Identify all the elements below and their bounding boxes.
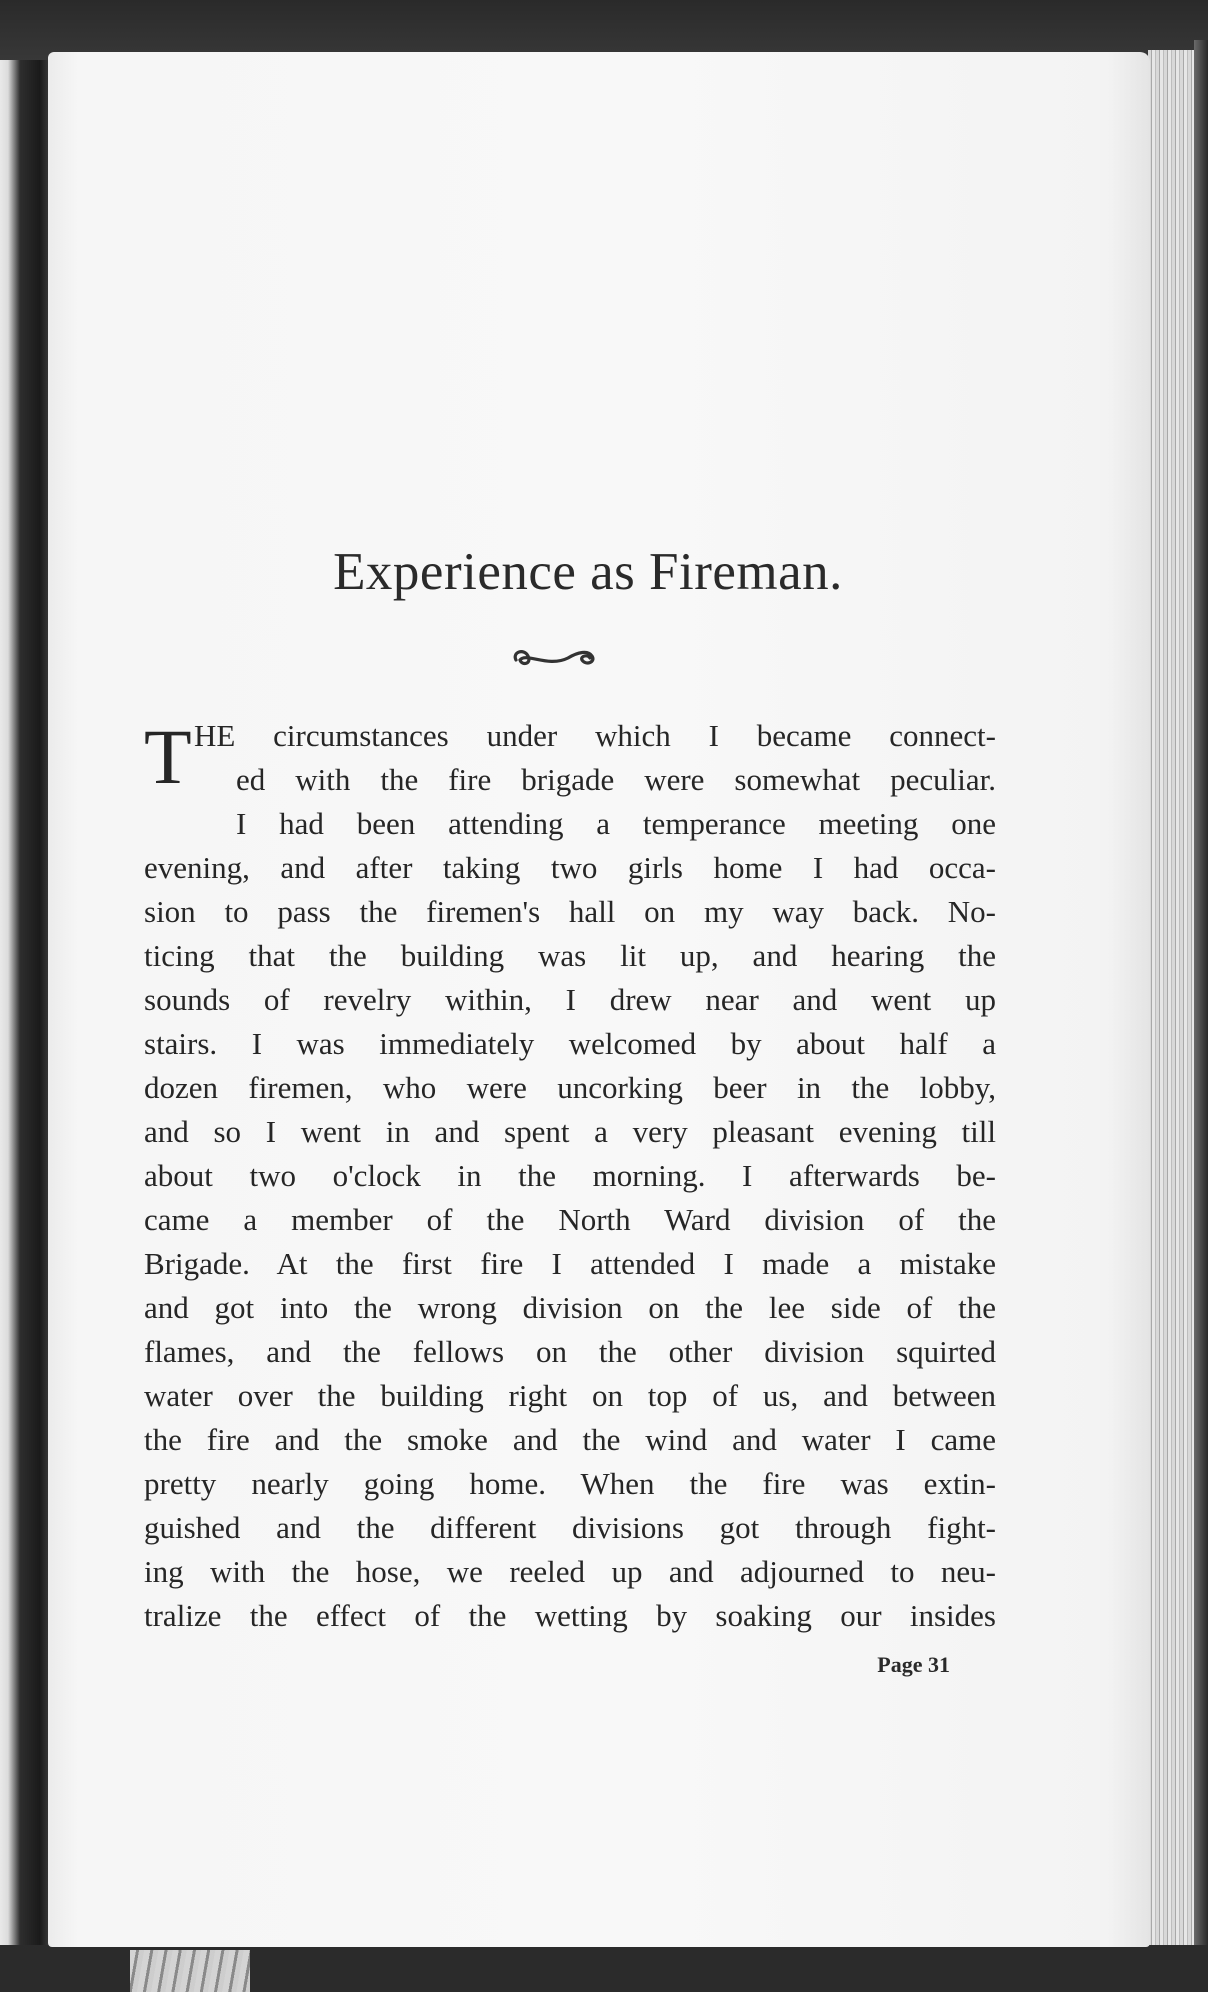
text-line: stairs. I was immediately welcomed by about half a: [144, 1026, 996, 1061]
text-line: guished and the different divisions got through fight-: [144, 1510, 996, 1545]
text-line: ing with the hose, we reeled up and adjourned to neu-: [144, 1554, 996, 1589]
text-line: ticing that the building was lit up, and hearing the: [144, 938, 996, 973]
text-line: sion to pass the firemen's hall on my way back. No-: [144, 894, 996, 929]
book-page: [48, 52, 1150, 1947]
text-line: the fire and the smoke and the wind and water I came: [144, 1422, 996, 1457]
first-paragraph-opening: [144, 714, 996, 802]
text-line: and so I went in and spent a very pleasant evening till: [144, 1114, 996, 1149]
page-number: Page 31: [877, 1652, 950, 1677]
drop-cap: T: [144, 713, 192, 800]
text-line: flames, and the fellows on the other division squirted: [144, 1334, 996, 1369]
chapter-title: Experience as Fireman.: [333, 543, 843, 601]
text-line: tralize the effect of the wetting by soaking our insides: [144, 1598, 996, 1633]
text-line: evening, and after taking two girls home I had occa-: [144, 850, 996, 885]
text-line: about two o'clock in the morning. I afterwards be-: [144, 1158, 996, 1193]
text-line: water over the building right on top of us, and between: [144, 1378, 996, 1413]
page-edge-shadow: [1194, 40, 1208, 1960]
text-line: dozen firemen, who were uncorking beer in the lobby,: [144, 1070, 996, 1105]
chapter-body: [144, 714, 996, 1638]
cover-pattern: [130, 1950, 250, 1992]
text-line: I had been attending a temperance meeting one: [236, 806, 996, 841]
text-line: came a member of the North Ward division of the: [144, 1202, 996, 1237]
text-line: HE circumstances under which I became connect-: [194, 718, 996, 753]
scroll-flourish-icon: [508, 642, 598, 674]
text-line: pretty nearly going home. When the fire was extin-: [144, 1466, 996, 1501]
text-line: and got into the wrong division on the lee side of the: [144, 1290, 996, 1325]
text-line: Brigade. At the first fire I attended I made a mistake: [144, 1246, 996, 1281]
text-line: sounds of revelry within, I drew near and went up: [144, 982, 996, 1017]
text-line: ed with the fire brigade were somewhat peculiar.: [236, 762, 996, 797]
